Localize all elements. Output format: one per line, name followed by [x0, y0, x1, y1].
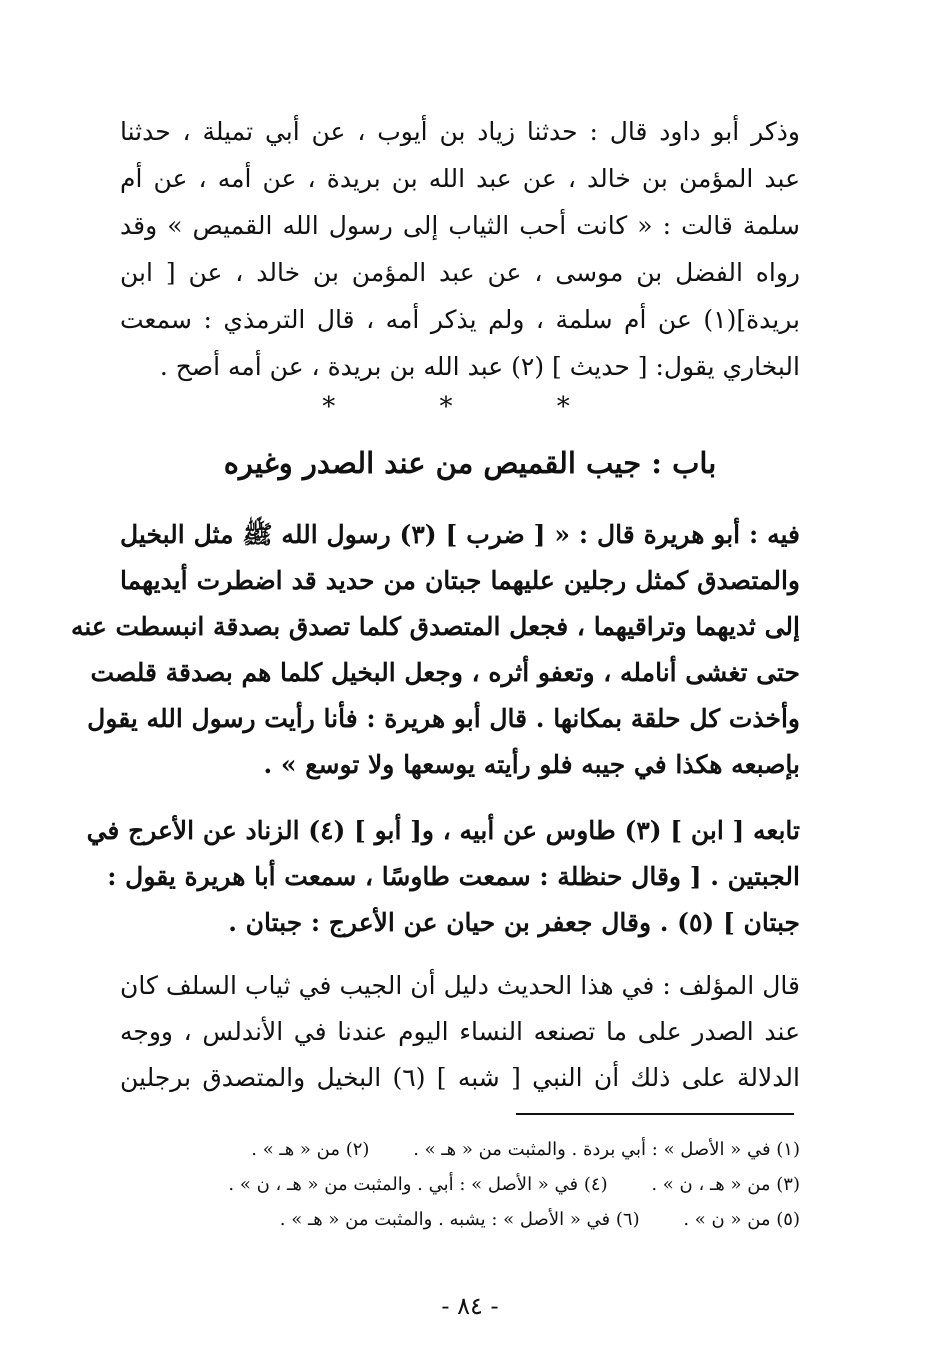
text-line: تابعه [ ابن ] (٣) طاوس عن أبيه ، و[ أبو ] (٤) الزناد عن الأعرج في	[86, 816, 800, 845]
footnote-2: (٢) من « هـ » .	[251, 1139, 370, 1160]
text-line: رواه الفضل بن موسى ، عن عبد المؤمن بن خالد ، عن [ ابن	[120, 258, 800, 287]
text-line: إلى ثديهما وتراقيهما ، فجعل المتصدق كلما تصدق بصدقة انبسطت عنه	[70, 612, 800, 641]
footnote-divider	[516, 1113, 794, 1115]
text-line: عبد المؤمن بن خالد ، عن عبد الله بن بريدة ، عن أمه ، عن أم	[120, 164, 800, 193]
text-line: بإصبعه هكذا في جيبه فلو رأيته يوسعها ولا توسع » .	[263, 750, 800, 779]
section-separator: * * *	[322, 392, 618, 422]
footnote-5: (٥) من « ن » .	[683, 1209, 800, 1230]
paragraph-hadith-um-salama	[120, 108, 800, 390]
footnote-row	[120, 1202, 800, 1237]
paragraph-author-commentary	[120, 963, 800, 1101]
text-line: بريدة](١) عن أم سلمة ، ولم يذكر أمه ، قال الترمذي : سمعت	[120, 305, 800, 334]
text-line: الجبتين . [ وقال حنظلة : سمعت طاوسًا ، سمعت أبا هريرة يقول :	[107, 862, 800, 891]
text-line: وأخذت كل حلقة بمكانها . قال أبو هريرة : فأنا رأيت رسول الله يقول	[87, 704, 800, 733]
footnote-row	[120, 1167, 800, 1202]
text-line: عند الصدر على ما تصنعه النساء اليوم عندنا في الأندلس ، ووجه	[120, 1017, 800, 1046]
footnote-row	[120, 1132, 800, 1167]
text-line: جبتان ] (٥) . وقال جعفر بن حيان عن الأعرج : جبتان .	[228, 908, 800, 937]
paragraph-narration-chain	[86, 808, 800, 946]
text-line: سلمة قالت : « كانت أحب الثياب إلى رسول الله القميص » وقد	[120, 211, 800, 240]
text-line: فيه : أبو هريرة قال : « [ ضرب ] (٣) رسول الله ﷺ مثل البخيل	[120, 520, 800, 549]
page-number: - ٨٤ -	[441, 1292, 499, 1320]
footnote-3: (٣) من « هـ ، ن » .	[651, 1174, 800, 1195]
footnote-4: (٤) في « الأصل » : أبي . والمثبت من « هـ ، ن » .	[228, 1174, 608, 1195]
text-line: الدلالة على ذلك أن النبي [ شبه ] (٦) البخيل والمتصدق برجلين	[120, 1063, 800, 1092]
footnote-1: (١) في « الأصل » : أبي بردة . والمثبت من « هـ » .	[413, 1139, 800, 1160]
footnote-6: (٦) في « الأصل » : يشبه . والمثبت من « هـ » .	[279, 1209, 640, 1230]
text-line: قال المؤلف : في هذا الحديث دليل أن الجيب في ثياب السلف كان	[120, 971, 800, 1000]
text-line: حتى تغشى أنامله ، وتعفو أثره ، وجعل البخيل كلما هم بصدقة قلصت	[90, 658, 800, 687]
text-line: البخاري يقول: [ حديث ] (٢) عبد الله بن بريدة ، عن أمه أصح .	[159, 352, 800, 381]
paragraph-hadith-abu-hurayra	[70, 512, 800, 788]
footnotes	[120, 1132, 800, 1237]
text-line: وذكر أبو داود قال : حدثنا زياد بن أيوب ، عن أبي تميلة ، حدثنا	[120, 117, 800, 146]
text-line: والمتصدق كمثل رجلين عليهما جبتان من حديد قد اضطرت أيديهما	[120, 566, 800, 595]
chapter-heading: باب : جيب القميص من عند الصدر وغيره	[223, 446, 717, 480]
